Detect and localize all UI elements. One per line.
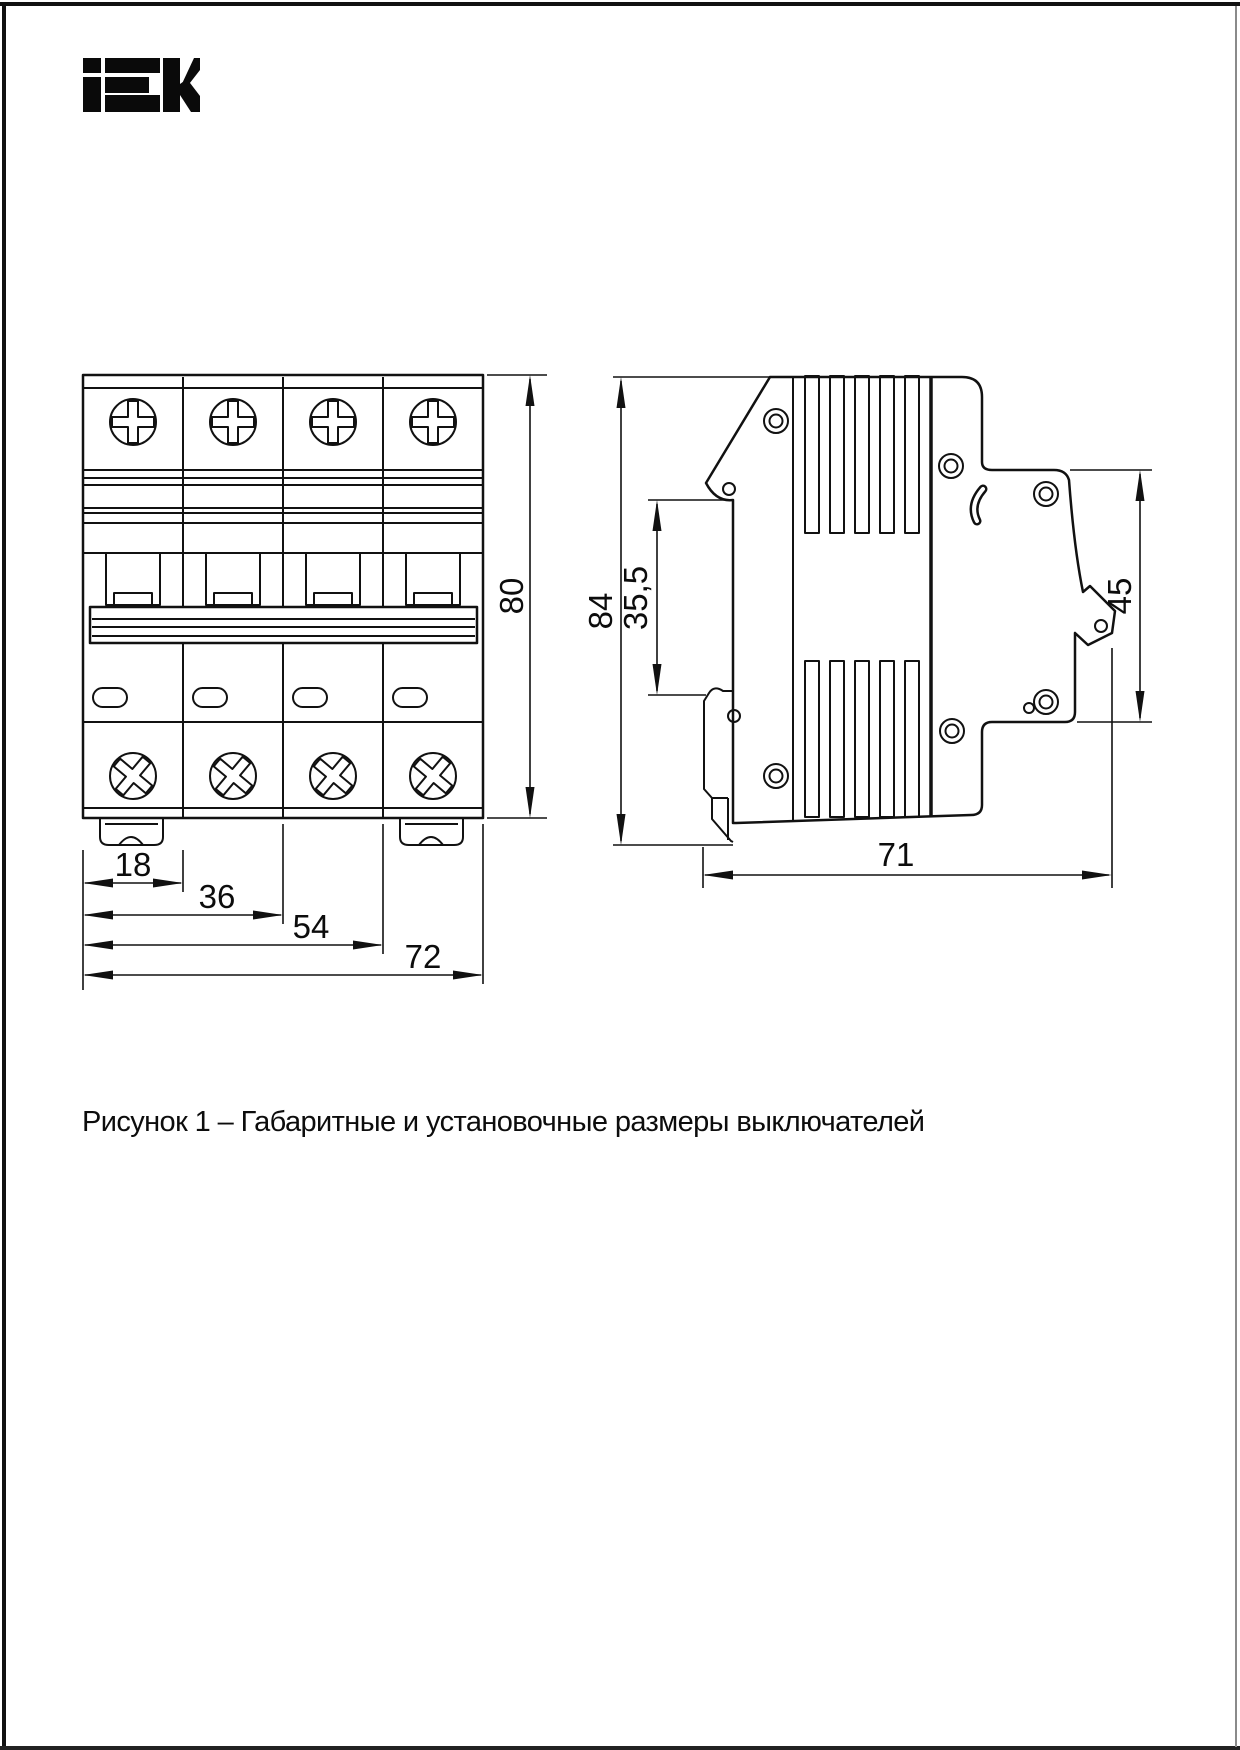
figure-caption: Рисунок 1 – Габаритные и установочные размеры выключателей (82, 1106, 925, 1138)
phillips-screw (110, 399, 156, 445)
curved-slot (974, 489, 983, 521)
dimension-depth-71 (703, 648, 1112, 888)
vent-slots-bottom (805, 661, 919, 817)
din-clip-side (704, 688, 733, 842)
dim-18-label: 18 (114, 846, 152, 883)
phillips-screw (203, 746, 262, 805)
rivets (764, 409, 1058, 788)
vent-slots-top (805, 376, 919, 533)
side-view (704, 376, 1115, 842)
phillips-screw (410, 399, 456, 445)
phillips-screw (210, 399, 256, 445)
dim-35-5-label: 35,5 (617, 565, 654, 631)
phillips-screw (103, 746, 162, 805)
front-view (83, 375, 483, 845)
din-clips-front (100, 818, 463, 845)
page-border-bottom (0, 1746, 1240, 1750)
dim-84-label: 84 (582, 592, 619, 630)
indicator-windows (93, 688, 427, 707)
dimension-front-45 (1070, 470, 1152, 722)
side-outline (706, 377, 1115, 823)
dimensions (83, 375, 1152, 990)
dim-45-label: 45 (1101, 577, 1138, 615)
handle-tie-bar (90, 607, 477, 643)
small-holes (723, 483, 1107, 722)
phillips-screw (310, 399, 356, 445)
dim-72-label: 72 (404, 938, 442, 975)
dim-71-label: 71 (877, 836, 915, 873)
dim-80-label: 80 (493, 577, 530, 615)
dimension-height-80 (487, 375, 547, 818)
dimension-rail-35-5 (617, 500, 732, 695)
dimension-widths (83, 824, 483, 990)
dim-54-label: 54 (292, 908, 330, 945)
phillips-screw (403, 746, 462, 805)
phillips-screw (303, 746, 362, 805)
dimension-height-84 (582, 377, 772, 845)
dim-36-label: 36 (198, 878, 236, 915)
